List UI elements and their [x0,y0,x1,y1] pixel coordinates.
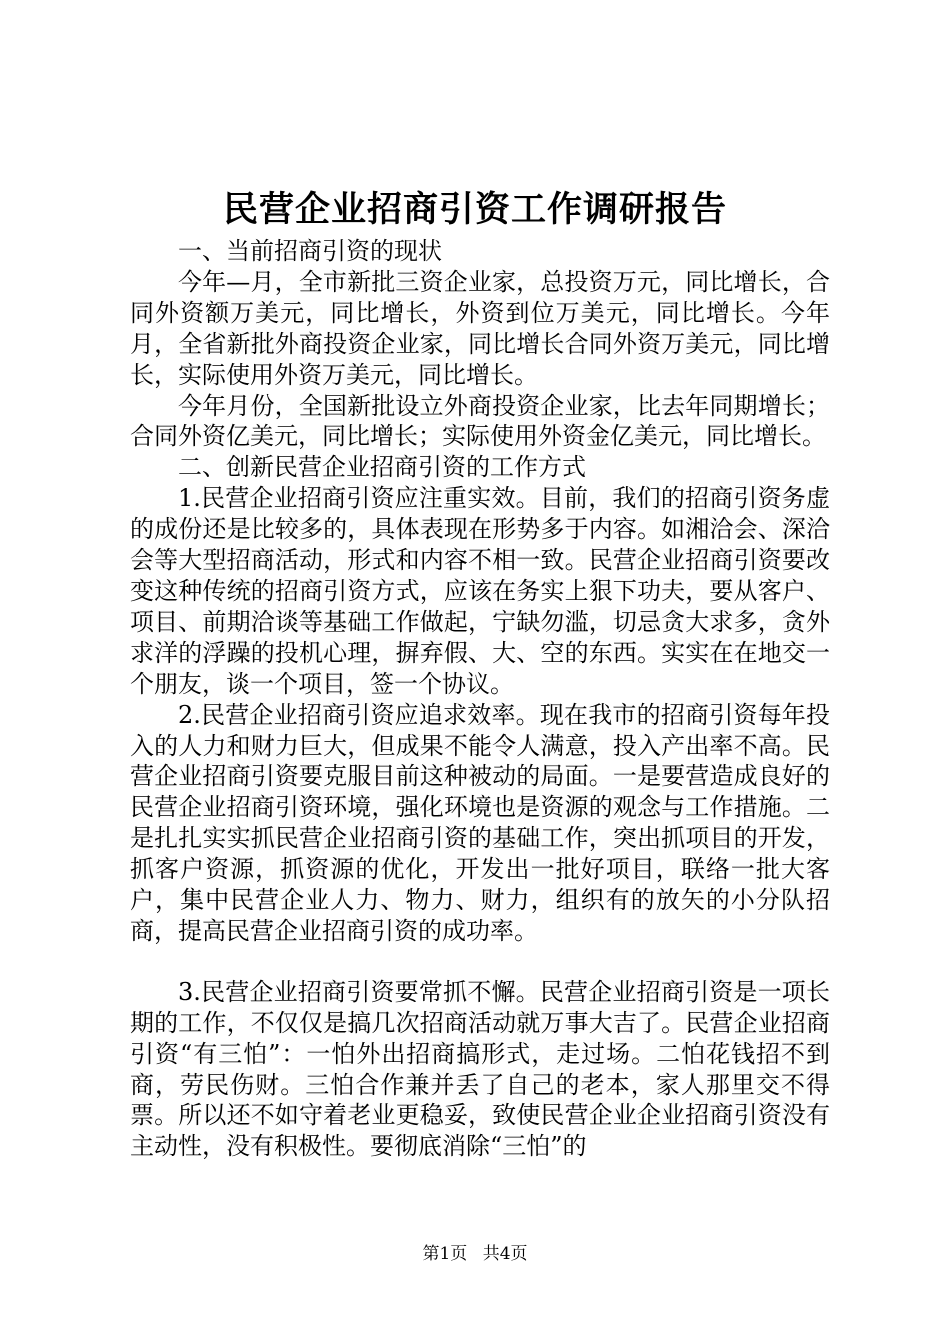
document-body [130,236,830,1162]
paragraph-item-1: 1.民营企业招商引资应注重实效。目前，我们的招商引资务虚的成份还是比较多的，具体表现在形势多于内容。如湘洽会、深洽会等大型招商活动，形式和内容不相一致。民营企业招商引资要改变这种传统的招商引资方式，应该在务实上狠下功夫，要从客户、项目、前期洽谈等基础工作做起，宁缺勿滥，切忌贪大求多，贪外求洋的浮躁的投机心理，摒弃假、大、空的东西。实实在在地交一个朋友，谈一个项目，签一个协议。 [130,484,830,698]
document-title: 民营企业招商引资工作调研报告 [222,189,727,230]
page-footer [0,1242,950,1266]
paragraph-item-3: 3.民营企业招商引资要常抓不懈。民营企业招商引资是一项长期的工作，不仅仅是搞几次招商活动就万事大吉了。民营企业招商引资“有三怕”：一怕外出招商搞形式，走过场。二怕花钱招不到商，劳民伤财。三怕合作兼并丢了自己的老本，家人那里交不得票。所以还不如守着老业更稳妥，致使民营企业企业招商引资没有主动性，没有积极性。要彻底消除“三怕”的 [130,977,830,1161]
paragraph: 今年月份，全国新批设立外商投资企业家，比去年同期增长；合同外资亿美元，同比增长；实际使用外资金亿美元，同比增长。 [130,391,830,451]
section-heading-2: 二、创新民营企业招商引资的工作方式 [178,453,586,482]
section-heading-1: 一、当前招商引资的现状 [178,237,442,265]
page-number: 第1页 [422,1244,468,1264]
paragraph-item-2: 2.民营企业招商引资应追求效率。现在我市的招商引资每年投入的人力和财力巨大，但成果不能令人满意，投入产出率不高。民营企业招商引资要克服目前这种被动的局面。一是要营造成良好的民营企业招商引资环境，强化环境也是资源的观念与工作措施。二是扎扎实实抓民营企业招商引资的基础工作，突出抓项目的开发，抓客户资源，抓资源的优化，开发出一批好项目，联络一批大客户，集中民营企业人力、物力、财力，组织有的放矢的小分队招商，提高民营企业招商引资的成功率。 [130,700,830,945]
page-total: 共4页 [482,1244,528,1264]
paragraph: 今年—月，全市新批三资企业家，总投资万元，同比增长，合同外资额万美元，同比增长，外资到位万美元，同比增长。今年月，全省新批外商投资企业家，同比增长合同外资万美元，同比增长，实际使用外资万美元，同比增长。 [130,267,830,389]
